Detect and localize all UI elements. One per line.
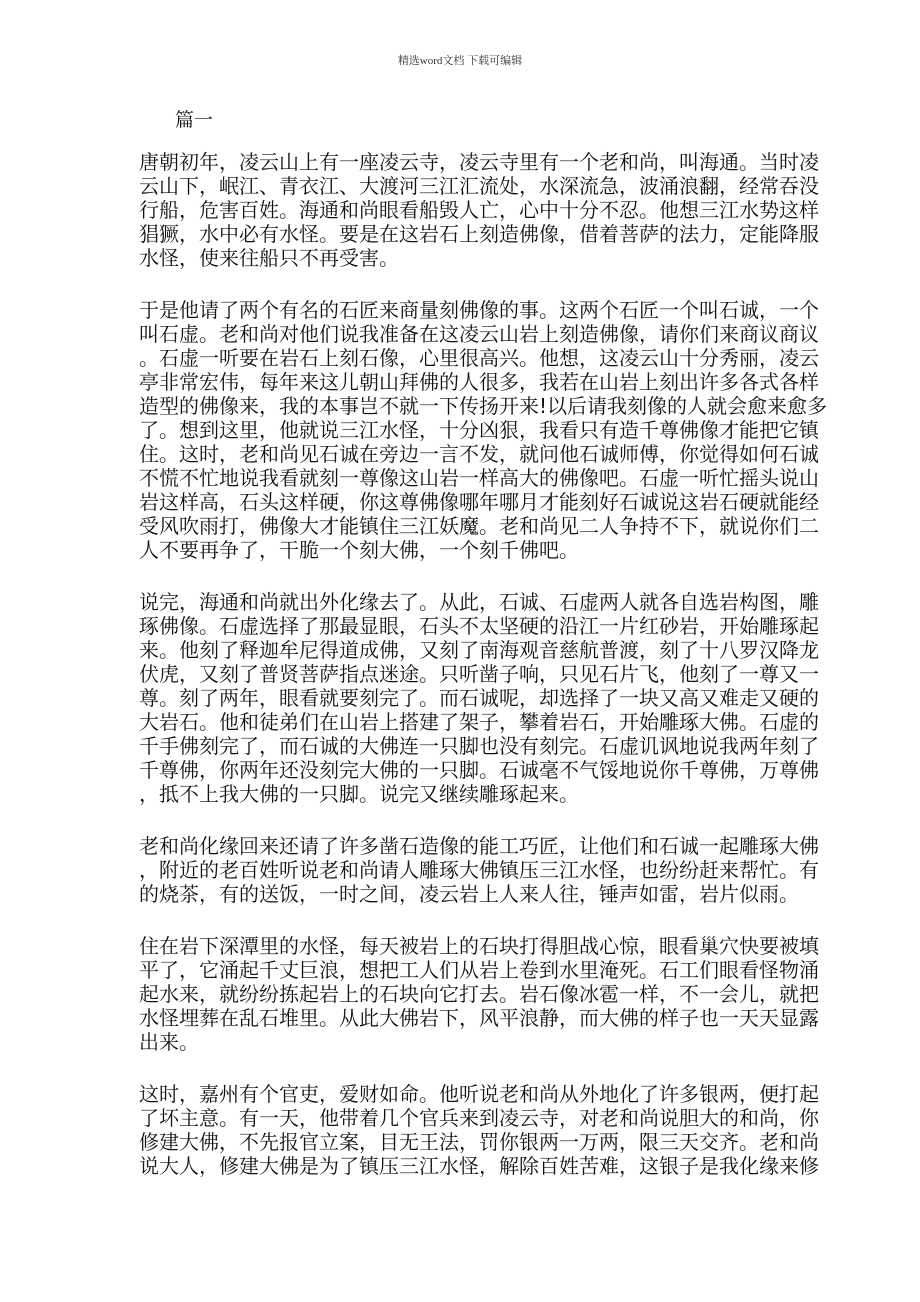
text-line: 来。他刻了释迦牟尼得道成佛，又刻了南海观音慈航普渡，刻了十八罗汉降龙 xyxy=(139,638,819,662)
text-line: 大岩石。他和徒弟们在山岩上搭建了架子，攀着岩石，开始雕琢大佛。石虚的 xyxy=(139,710,819,734)
text-line: 水怪，使来往船只不再受害。 xyxy=(139,246,399,270)
text-line: 。石虚一听要在岩石上刻石像，心里很高兴。他想，这凌云山十分秀丽，凌云 xyxy=(139,346,819,370)
text-line: 住在岩下深潭里的水怪，每天被岩上的石块打得胆战心惊，眼看巢穴快要被填 xyxy=(139,934,819,958)
text-line: 人不要再争了，干脆一个刻大佛，一个刻千佛吧。 xyxy=(139,538,579,562)
text-line: 修建大佛，不先报官立案，目无王法，罚你银两一万两，限三天交齐。老和尚 xyxy=(139,1130,819,1154)
paragraph xyxy=(139,834,819,906)
text-line: 起水来，就纷纷拣起岩上的石块向它打去。岩石像冰雹一样，不一会儿，就把 xyxy=(139,982,819,1006)
text-line: 老和尚化缘回来还请了许多凿石造像的能工巧匠，让他们和石诚一起雕琢大佛 xyxy=(139,834,819,858)
text-line: 住。这时，老和尚见石诚在旁边一言不发，就问他石诚师傅，你觉得如何石诚 xyxy=(139,442,819,466)
paragraph xyxy=(139,590,819,806)
text-line: 云山下，岷江、青衣江、大渡河三江汇流处，水深流急，波涌浪翻，经常吞没 xyxy=(139,174,819,198)
text-line: 受风吹雨打，佛像大才能镇住三江妖魔。老和尚见二人争持不下，就说你们二 xyxy=(139,514,819,538)
document-body xyxy=(139,150,828,1206)
text-line: ，附近的老百姓听说老和尚请人雕琢大佛镇压三江水怪，也纷纷赶来帮忙。有 xyxy=(139,858,819,882)
section-title: 篇一 xyxy=(175,109,214,131)
paragraph xyxy=(139,298,828,562)
text-line: 说完，海通和尚就出外化缘去了。从此，石诚、石虚两人就各自选岩构图，雕 xyxy=(139,590,819,614)
text-line: 说大人，修建大佛是为了镇压三江水怪，解除百姓苦难，这银子是我化缘来修 xyxy=(139,1154,819,1178)
text-line: 唐朝初年，凌云山上有一座凌云寺，凌云寺里有一个老和尚，叫海通。当时凌 xyxy=(139,150,819,174)
text-line: 行船，危害百姓。海通和尚眼看船毁人亡，心中十分不忍。他想三江水势这样 xyxy=(139,198,819,222)
text-line: 这时，嘉州有个官吏，爱财如命。他听说老和尚从外地化了许多银两，便打起 xyxy=(139,1082,819,1106)
text-line: 了坏主意。有一天，他带着几个官兵来到凌云寺，对老和尚说胆大的和尚，你 xyxy=(139,1106,819,1130)
paragraph xyxy=(139,150,819,270)
text-line: 伏虎，又刻了普贤菩萨指点迷途。只听凿子响，只见石片飞，他刻了一尊又一 xyxy=(139,662,819,686)
text-line: 造型的佛像来，我的本事岂不就一下传扬开来!以后请我刻像的人就会愈来愈多 xyxy=(139,394,828,418)
paragraph xyxy=(139,1082,819,1178)
text-line: 的烧茶，有的送饭，一时之间，凌云岩上人来人往，锤声如雷，岩片似雨。 xyxy=(139,882,799,906)
text-line: ，抵不上我大佛的一只脚。说完又继续雕琢起来。 xyxy=(139,782,579,806)
text-line: 不慌不忙地说我看就刻一尊像这山岩一样高大的佛像吧。石虚一听忙摇头说山 xyxy=(139,466,819,490)
text-line: 亭非常宏伟，每年来这儿朝山拜佛的人很多，我若在山岩上刻出许多各式各样 xyxy=(139,370,819,394)
text-line: 于是他请了两个有名的石匠来商量刻佛像的事。这两个石匠一个叫石诚，一个 xyxy=(139,298,819,322)
text-line: 千尊佛，你两年还没刻完大佛的一只脚。石诚毫不气馁地说你千尊佛，万尊佛 xyxy=(139,758,819,782)
paragraph xyxy=(139,934,819,1054)
text-line: 琢佛像。石虚选择了那最显眼，石头不太坚硬的沿江一片红砂岩，开始雕琢起 xyxy=(139,614,819,638)
page-header: 精选word文档 下载可编辑 xyxy=(397,55,523,67)
text-line: 岩这样高，石头这样硬，你这尊佛像哪年哪月才能刻好石诚说这岩石硬就能经 xyxy=(139,490,819,514)
text-line: 千手佛刻完了，而石诚的大佛连一只脚也没有刻完。石虚讥讽地说我两年刻了 xyxy=(139,734,819,758)
text-line: 了。想到这里，他就说三江水怪，十分凶狠，我看只有造千尊佛像才能把它镇 xyxy=(139,418,819,442)
text-line: 尊。刻了两年，眼看就要刻完了。而石诚呢，却选择了一块又高又难走又硬的 xyxy=(139,686,819,710)
text-line: 水怪埋葬在乱石堆里。从此大佛岩下，风平浪静，而大佛的样子也一天天显露 xyxy=(139,1006,819,1030)
text-line: 平了，它涌起千丈巨浪，想把工人们从岩上卷到水里淹死。石工们眼看怪物涌 xyxy=(139,958,819,982)
text-line: 叫石虚。老和尚对他们说我准备在这凌云山岩上刻造佛像，请你们来商议商议 xyxy=(139,322,819,346)
text-line: 猖獗，水中必有水怪。要是在这岩石上刻造佛像，借着菩萨的法力，定能降服 xyxy=(139,222,819,246)
text-line: 出来。 xyxy=(139,1030,199,1054)
